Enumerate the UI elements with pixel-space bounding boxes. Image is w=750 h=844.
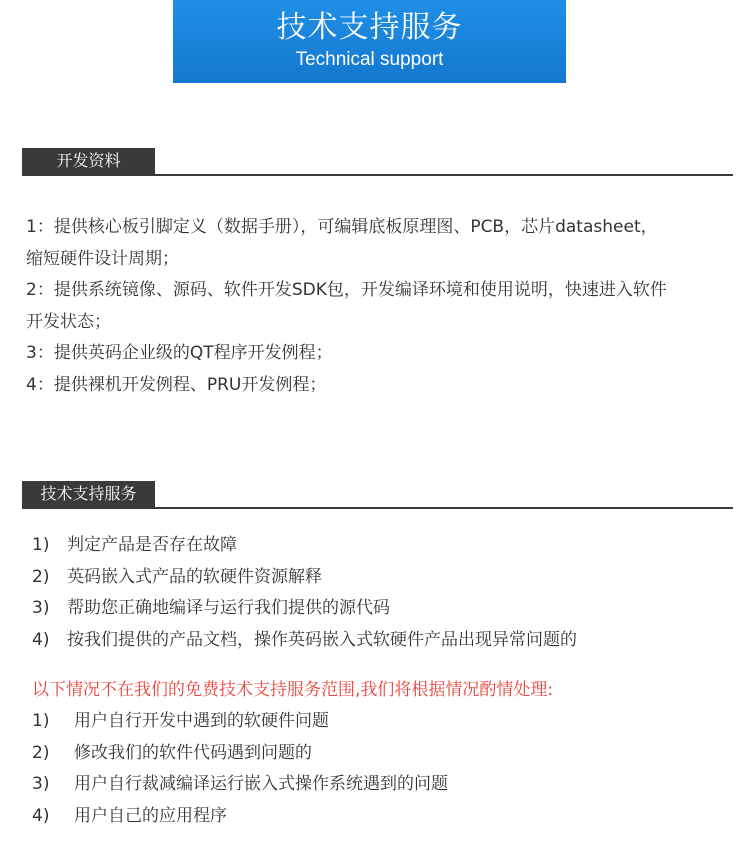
exclusion-notice: 以下情况不在我们的免费技术支持服务范围,我们将根据情况酌情处理: (32, 680, 554, 700)
dev-materials-line: 3：提供英码企业级的QT程序开发例程； (26, 343, 333, 363)
list-item-number: 4) (32, 629, 50, 650)
list-item-text: 帮助您正确地编译与运行我们提供的源代码 (67, 598, 390, 618)
list-item-number: 1) (32, 711, 50, 731)
list-item-text: 判定产品是否存在故障 (67, 535, 237, 555)
dev-materials-line: 缩短硬件设计周期； (26, 248, 179, 269)
list-item-number: 4) (32, 805, 50, 826)
list-item-text: 用户自己的应用程序 (74, 805, 227, 826)
list-item-number: 3) (32, 598, 50, 618)
dev-materials-line: 2：提供系统镜像、源码、软件开发SDK包，开发编译环境和使用说明，快速进入软件 (26, 280, 667, 300)
dev-materials-section-header (22, 148, 733, 176)
dev-materials-line: 1：提供核心板引脚定义（数据手册），可编辑底板原理图、PCB，芯片datasheet， (26, 217, 658, 237)
list-item-text: 修改我们的软件代码遇到问题的 (74, 742, 312, 763)
dev-materials-line: 4：提供裸机开发例程、PRU开发例程； (26, 374, 327, 395)
list-item-text: 按我们提供的产品文档，操作英码嵌入式软硬件产品出现异常问题的 (67, 629, 577, 650)
section-divider (22, 507, 733, 509)
list-item-number: 2) (32, 742, 50, 763)
dev-materials-line: 开发状态； (26, 311, 111, 332)
banner-title: 技术支持服务 (276, 10, 463, 45)
tech-support-section-header (22, 481, 733, 509)
dev-materials-text (26, 212, 716, 401)
tech-support-heading: 技术支持服务 (22, 481, 155, 507)
dev-materials-heading: 开发资料 (22, 148, 155, 174)
banner-subtitle: Technical support (295, 49, 444, 70)
list-item-number: 2) (32, 566, 50, 587)
list-item-text: 英码嵌入式产品的软硬件资源解释 (67, 566, 322, 587)
header-banner (173, 0, 566, 83)
list-item-number: 3) (32, 774, 50, 794)
list-item-number: 1) (32, 535, 50, 555)
section-divider (22, 174, 733, 176)
list-item-text: 用户自行开发中遇到的软硬件问题 (74, 711, 329, 731)
list-item-text: 用户自行裁减编译运行嵌入式操作系统遇到的问题 (74, 774, 448, 794)
